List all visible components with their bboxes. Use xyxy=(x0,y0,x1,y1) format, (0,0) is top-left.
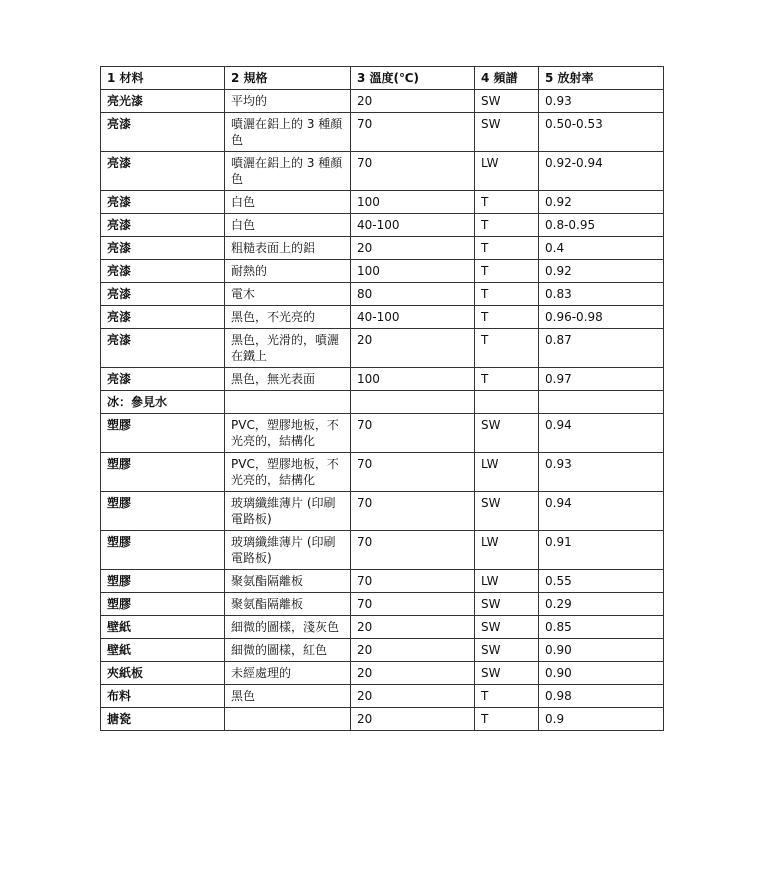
table-row xyxy=(101,685,664,708)
cell-spectrum: SW xyxy=(475,492,539,531)
cell-spectrum: T xyxy=(475,329,539,368)
cell-emissivity: 0.92 xyxy=(539,191,664,214)
table-row xyxy=(101,368,664,391)
table-row xyxy=(101,391,664,414)
cell-material: 塑膠 xyxy=(101,570,225,593)
table-row xyxy=(101,414,664,453)
cell-specification: PVC，塑膠地板，不光亮的，結構化 xyxy=(225,453,351,492)
table-row xyxy=(101,113,664,152)
header-row xyxy=(101,67,664,90)
table-row xyxy=(101,531,664,570)
cell-material: 亮漆 xyxy=(101,260,225,283)
cell-emissivity: 0.4 xyxy=(539,237,664,260)
cell-emissivity: 0.97 xyxy=(539,368,664,391)
cell-temperature: 80 xyxy=(351,283,475,306)
cell-material: 塑膠 xyxy=(101,531,225,570)
header-emissivity: 5 放射率 xyxy=(539,67,664,90)
table-row xyxy=(101,453,664,492)
cell-specification: 黑色，無光表面 xyxy=(225,368,351,391)
cell-temperature xyxy=(351,391,475,414)
cell-emissivity: 0.96-0.98 xyxy=(539,306,664,329)
cell-temperature: 100 xyxy=(351,260,475,283)
cell-emissivity: 0.94 xyxy=(539,492,664,531)
table-row xyxy=(101,283,664,306)
cell-spectrum: T xyxy=(475,260,539,283)
cell-spectrum: T xyxy=(475,368,539,391)
cell-emissivity: 0.98 xyxy=(539,685,664,708)
cell-specification: 耐熱的 xyxy=(225,260,351,283)
table-row xyxy=(101,191,664,214)
cell-emissivity: 0.92-0.94 xyxy=(539,152,664,191)
header-material: 1 材料 xyxy=(101,67,225,90)
table-row xyxy=(101,237,664,260)
cell-temperature: 20 xyxy=(351,237,475,260)
cell-material: 搪瓷 xyxy=(101,708,225,731)
cell-material: 布料 xyxy=(101,685,225,708)
table-header xyxy=(101,67,664,90)
cell-material: 塑膠 xyxy=(101,492,225,531)
cell-spectrum: LW xyxy=(475,570,539,593)
header-spectrum: 4 頻譜 xyxy=(475,67,539,90)
cell-temperature: 70 xyxy=(351,570,475,593)
cell-spectrum: T xyxy=(475,708,539,731)
cell-temperature: 20 xyxy=(351,662,475,685)
header-temperature: 3 溫度(℃) xyxy=(351,67,475,90)
cell-emissivity: 0.8-0.95 xyxy=(539,214,664,237)
table-row xyxy=(101,90,664,113)
cell-emissivity: 0.93 xyxy=(539,90,664,113)
cell-specification: 黑色，光滑的，噴灑在鐵上 xyxy=(225,329,351,368)
cell-specification: PVC，塑膠地板，不光亮的，結構化 xyxy=(225,414,351,453)
cell-temperature: 70 xyxy=(351,453,475,492)
cell-material: 塑膠 xyxy=(101,593,225,616)
cell-material: 壁紙 xyxy=(101,639,225,662)
cell-temperature: 20 xyxy=(351,708,475,731)
cell-specification: 玻璃纖維薄片 (印刷電路板) xyxy=(225,531,351,570)
cell-spectrum: SW xyxy=(475,662,539,685)
cell-emissivity: 0.87 xyxy=(539,329,664,368)
cell-material: 塑膠 xyxy=(101,453,225,492)
cell-specification: 黑色 xyxy=(225,685,351,708)
cell-spectrum: T xyxy=(475,283,539,306)
cell-temperature: 100 xyxy=(351,191,475,214)
header-specification: 2 規格 xyxy=(225,67,351,90)
table-row xyxy=(101,662,664,685)
table-row xyxy=(101,708,664,731)
cell-temperature: 70 xyxy=(351,531,475,570)
cell-temperature: 70 xyxy=(351,414,475,453)
cell-temperature: 20 xyxy=(351,685,475,708)
cell-emissivity: 0.93 xyxy=(539,453,664,492)
cell-spectrum: SW xyxy=(475,616,539,639)
table-row xyxy=(101,570,664,593)
cell-emissivity: 0.90 xyxy=(539,662,664,685)
cell-material: 亮漆 xyxy=(101,113,225,152)
cell-emissivity: 0.85 xyxy=(539,616,664,639)
cell-material: 亮漆 xyxy=(101,214,225,237)
cell-spectrum: LW xyxy=(475,152,539,191)
table-row xyxy=(101,593,664,616)
cell-material: 亮漆 xyxy=(101,283,225,306)
cell-emissivity: 0.55 xyxy=(539,570,664,593)
cell-emissivity: 0.50-0.53 xyxy=(539,113,664,152)
table-body xyxy=(101,90,664,731)
cell-specification: 噴灑在鋁上的 3 種顏色 xyxy=(225,113,351,152)
cell-spectrum: SW xyxy=(475,639,539,662)
cell-specification: 聚氨酯隔離板 xyxy=(225,570,351,593)
table-row xyxy=(101,616,664,639)
table-row xyxy=(101,260,664,283)
cell-material: 亮漆 xyxy=(101,368,225,391)
cell-specification: 白色 xyxy=(225,191,351,214)
cell-temperature: 20 xyxy=(351,616,475,639)
cell-material: 亮漆 xyxy=(101,191,225,214)
cell-spectrum: SW xyxy=(475,414,539,453)
cell-emissivity: 0.9 xyxy=(539,708,664,731)
cell-specification xyxy=(225,708,351,731)
cell-specification: 粗糙表面上的鋁 xyxy=(225,237,351,260)
cell-temperature: 40-100 xyxy=(351,306,475,329)
cell-temperature: 70 xyxy=(351,113,475,152)
cell-specification: 聚氨酯隔離板 xyxy=(225,593,351,616)
cell-temperature: 40-100 xyxy=(351,214,475,237)
cell-spectrum: T xyxy=(475,214,539,237)
cell-specification: 細微的圖樣，淺灰色 xyxy=(225,616,351,639)
emissivity-table xyxy=(100,66,664,731)
cell-material: 亮漆 xyxy=(101,237,225,260)
table-row xyxy=(101,214,664,237)
cell-temperature: 70 xyxy=(351,593,475,616)
table-row xyxy=(101,639,664,662)
cell-temperature: 20 xyxy=(351,90,475,113)
cell-spectrum: LW xyxy=(475,531,539,570)
cell-emissivity: 0.92 xyxy=(539,260,664,283)
cell-material: 亮漆 xyxy=(101,306,225,329)
cell-material: 壁紙 xyxy=(101,616,225,639)
cell-spectrum: T xyxy=(475,685,539,708)
cell-emissivity: 0.91 xyxy=(539,531,664,570)
cell-temperature: 20 xyxy=(351,329,475,368)
cell-emissivity: 0.83 xyxy=(539,283,664,306)
cell-emissivity: 0.29 xyxy=(539,593,664,616)
cell-spectrum: SW xyxy=(475,113,539,152)
cell-emissivity: 0.94 xyxy=(539,414,664,453)
cell-spectrum: T xyxy=(475,237,539,260)
cell-specification: 電木 xyxy=(225,283,351,306)
cell-spectrum: LW xyxy=(475,453,539,492)
cell-material: 亮光漆 xyxy=(101,90,225,113)
cell-spectrum: SW xyxy=(475,593,539,616)
cell-specification: 黑色，不光亮的 xyxy=(225,306,351,329)
cell-temperature: 20 xyxy=(351,639,475,662)
cell-material: 塑膠 xyxy=(101,414,225,453)
cell-specification xyxy=(225,391,351,414)
cell-spectrum: SW xyxy=(475,90,539,113)
cell-material: 冰：參見水 xyxy=(101,391,225,414)
cell-specification: 白色 xyxy=(225,214,351,237)
cell-material: 夾紙板 xyxy=(101,662,225,685)
cell-specification: 未經處理的 xyxy=(225,662,351,685)
table-row xyxy=(101,152,664,191)
cell-temperature: 100 xyxy=(351,368,475,391)
cell-temperature: 70 xyxy=(351,152,475,191)
document-page xyxy=(100,66,663,731)
cell-temperature: 70 xyxy=(351,492,475,531)
cell-material: 亮漆 xyxy=(101,152,225,191)
cell-spectrum: T xyxy=(475,306,539,329)
cell-spectrum xyxy=(475,391,539,414)
cell-specification: 噴灑在鋁上的 3 種顏色 xyxy=(225,152,351,191)
cell-specification: 細微的圖樣，紅色 xyxy=(225,639,351,662)
table-row xyxy=(101,306,664,329)
table-row xyxy=(101,492,664,531)
table-row xyxy=(101,329,664,368)
cell-specification: 玻璃纖維薄片 (印刷電路板) xyxy=(225,492,351,531)
cell-specification: 平均的 xyxy=(225,90,351,113)
cell-emissivity: 0.90 xyxy=(539,639,664,662)
cell-material: 亮漆 xyxy=(101,329,225,368)
cell-emissivity xyxy=(539,391,664,414)
cell-spectrum: T xyxy=(475,191,539,214)
